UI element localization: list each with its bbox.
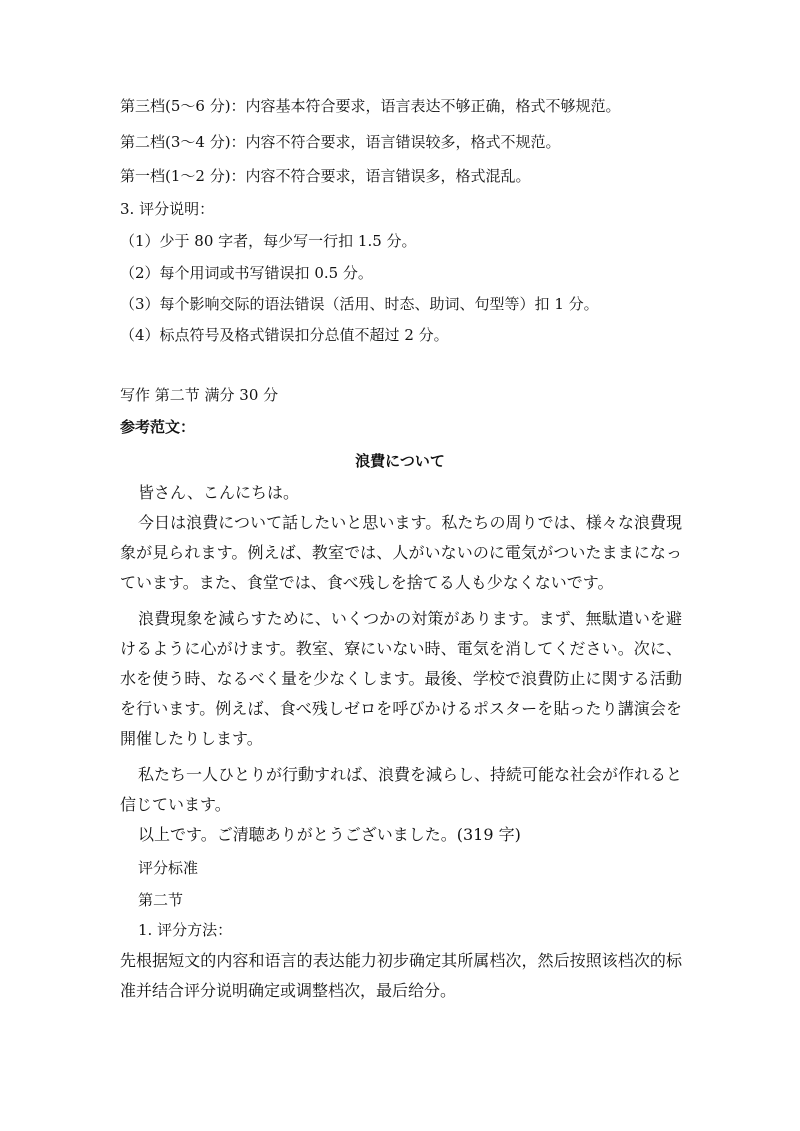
- sample-essay-label: 参考范文：: [120, 418, 196, 436]
- section2-header: 写作 第二节 满分 30 分: [120, 386, 279, 404]
- method-text: 先根据短文的内容和语言的表达能力初步确定其所属档次，然后按照该档次的标准并结合评分说明确定或调整档次，最后给分。: [120, 951, 682, 1000]
- essay-paragraph: 私たち一人ひとりが行動すれば、浪費を減らし、持続可能な社会が作れると信じています。: [120, 765, 683, 814]
- grade1-criteria: 第一档(1～2 分)：内容不符合要求，语言错误多，格式混乱。: [120, 167, 531, 185]
- essay-paragraph: 今日は浪費について話したいと思います。私たちの周りでは、様々な浪費現象が見られます。例えば、教室では、人がいないのに電気がついたままになっています。また、食堂では、食べ残しを捨てる人も少なくないです。: [120, 513, 682, 592]
- rubric-title: 评分标准: [138, 859, 199, 877]
- method-heading: 1. 评分方法：: [138, 921, 233, 939]
- essay-paragraph: 皆さん、こんにちは。: [138, 483, 299, 502]
- scoring-note-2: （2）每个用词或书写错误扣 0.5 分。: [120, 264, 373, 282]
- scoring-note-3: （3）每个影响交际的语法错误（活用、时态、助词、句型等）扣 1 分。: [120, 295, 599, 313]
- scoring-notes-heading: 3. 评分说明：: [120, 200, 215, 218]
- grade3-criteria: 第三档(5～6 分)：内容基本符合要求，语言表达不够正确，格式不够规范。: [120, 97, 621, 115]
- essay-title: 浪費について: [355, 452, 445, 470]
- scoring-note-4: （4）标点符号及格式错误扣分总值不超过 2 分。: [120, 326, 449, 344]
- rubric-section: 第二节: [138, 891, 184, 909]
- essay-paragraph: 以上です。ご清聴ありがとうございました。(319 字): [138, 825, 521, 844]
- grade2-criteria: 第二档(3～4 分)：内容不符合要求，语言错误较多，格式不规范。: [120, 133, 561, 151]
- essay-paragraph: 浪費現象を減らすために、いくつかの対策があります。まず、無駄遣いを避けるように心がけます。教室、寮にいない時、電気を消してください。次に、水を使う時、なるべく量を少なくします。最後、学校で浪費防止に関する活動を行います。例えば、食べ残しゼロを呼びかけるポスターを貼ったり講演会を開催したりします。: [120, 609, 682, 748]
- scoring-note-1: （1）少于 80 字者，每少写一行扣 1.5 分。: [120, 232, 417, 250]
